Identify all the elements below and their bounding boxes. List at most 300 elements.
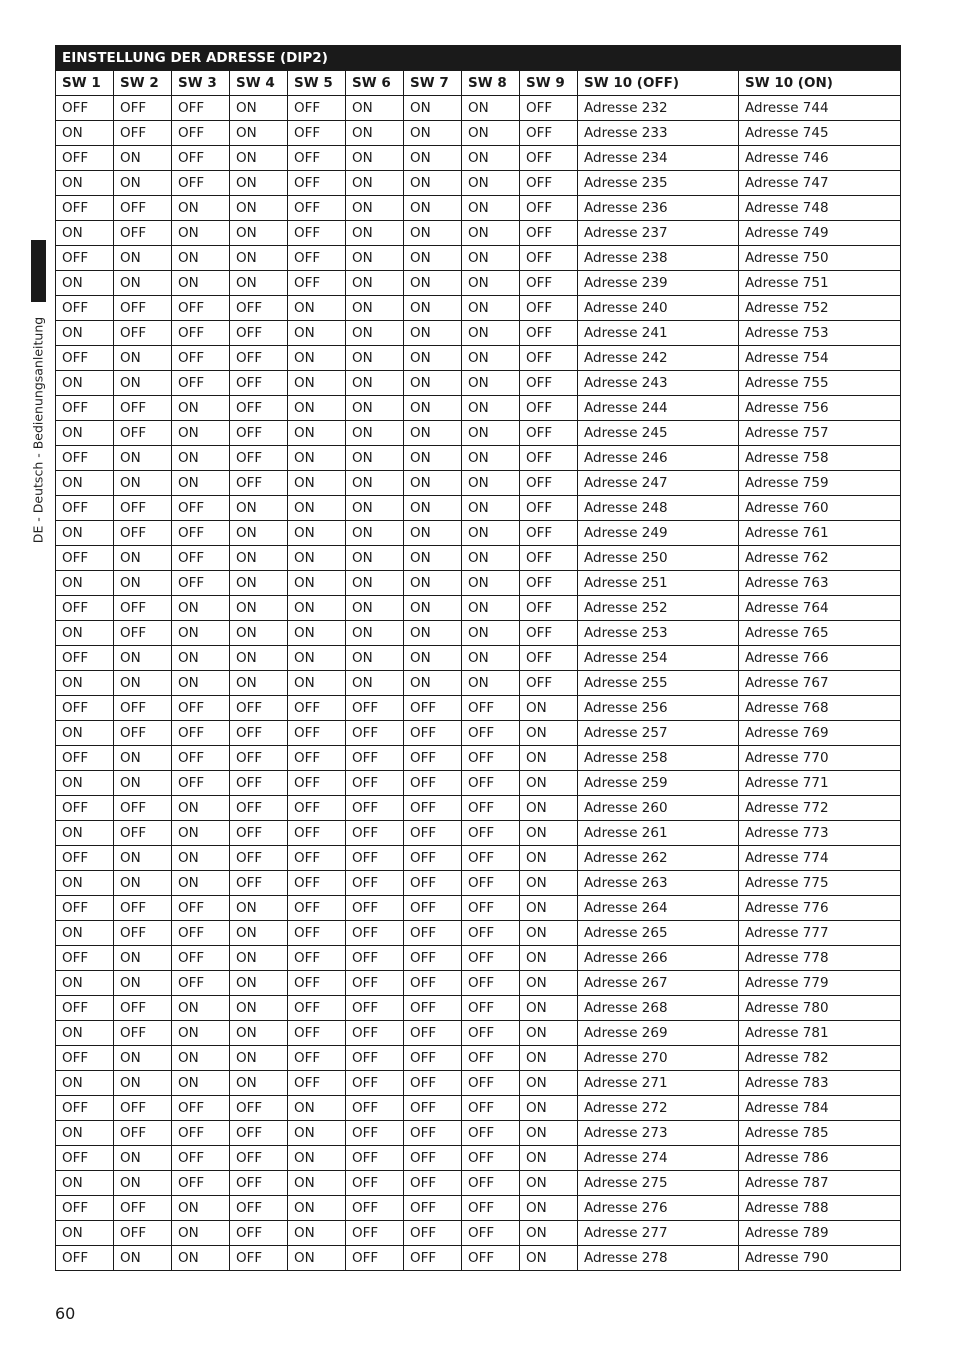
table-cell: OFF (520, 446, 578, 471)
table-cell: ON (230, 571, 288, 596)
table-cell: OFF (114, 121, 172, 146)
table-cell: Adresse 267 (578, 971, 739, 996)
table-cell: ON (346, 296, 404, 321)
table-row (56, 646, 901, 671)
table-cell: OFF (404, 1221, 462, 1246)
table-cell: OFF (114, 796, 172, 821)
table-cell: OFF (114, 996, 172, 1021)
table-cell: Adresse 761 (739, 521, 901, 546)
table-cell: OFF (520, 371, 578, 396)
table-cell: OFF (404, 1196, 462, 1221)
table-cell: OFF (172, 696, 230, 721)
table-cell: ON (172, 1246, 230, 1271)
table-cell: Adresse 754 (739, 346, 901, 371)
table-row (56, 371, 901, 396)
table-cell: OFF (172, 921, 230, 946)
column-header: SW 5 (288, 71, 346, 96)
table-cell: Adresse 268 (578, 996, 739, 1021)
table-cell: ON (56, 571, 114, 596)
table-cell: Adresse 270 (578, 1046, 739, 1071)
table-cell: ON (114, 771, 172, 796)
table-cell: OFF (346, 971, 404, 996)
table-cell: ON (56, 1221, 114, 1246)
table-cell: ON (520, 1046, 578, 1071)
table-cell: OFF (346, 921, 404, 946)
table-cell: Adresse 269 (578, 1021, 739, 1046)
table-row (56, 396, 901, 421)
table-cell: OFF (520, 196, 578, 221)
table-cell: Adresse 246 (578, 446, 739, 471)
table-cell: Adresse 751 (739, 271, 901, 296)
table-cell: ON (346, 221, 404, 246)
table-cell: OFF (288, 996, 346, 1021)
table-cell: ON (56, 971, 114, 996)
table-cell: OFF (404, 771, 462, 796)
table-cell: ON (114, 1046, 172, 1071)
table-cell: OFF (114, 821, 172, 846)
table-cell: OFF (404, 1096, 462, 1121)
table-row (56, 996, 901, 1021)
table-cell: ON (172, 396, 230, 421)
table-cell: ON (114, 1171, 172, 1196)
table-row (56, 471, 901, 496)
table-cell: OFF (114, 321, 172, 346)
table-row (56, 571, 901, 596)
table-cell: OFF (230, 721, 288, 746)
table-cell: ON (288, 546, 346, 571)
table-cell: OFF (462, 1046, 520, 1071)
table-cell: OFF (114, 621, 172, 646)
table-cell: ON (172, 821, 230, 846)
table-cell: ON (404, 146, 462, 171)
table-cell: OFF (56, 1246, 114, 1271)
table-cell: ON (462, 546, 520, 571)
table-cell: OFF (172, 96, 230, 121)
table-cell: ON (230, 996, 288, 1021)
table-cell: ON (346, 496, 404, 521)
table-cell: Adresse 781 (739, 1021, 901, 1046)
table-cell: OFF (288, 221, 346, 246)
table-row (56, 721, 901, 746)
table-cell: Adresse 753 (739, 321, 901, 346)
table-cell: ON (346, 271, 404, 296)
table-cell: Adresse 247 (578, 471, 739, 496)
table-cell: Adresse 790 (739, 1246, 901, 1271)
table-title-row (56, 46, 901, 71)
table-cell: ON (56, 821, 114, 846)
table-cell: Adresse 776 (739, 896, 901, 921)
table-cell: Adresse 232 (578, 96, 739, 121)
table-cell: OFF (520, 296, 578, 321)
table-cell: ON (520, 1146, 578, 1171)
table-cell: ON (520, 1071, 578, 1096)
table-cell: OFF (230, 446, 288, 471)
table-cell: ON (346, 521, 404, 546)
table-cell: OFF (404, 996, 462, 1021)
table-cell: OFF (56, 946, 114, 971)
table-cell: OFF (520, 596, 578, 621)
table-cell: ON (462, 571, 520, 596)
table-cell: Adresse 748 (739, 196, 901, 221)
table-cell: OFF (520, 496, 578, 521)
table-cell: Adresse 758 (739, 446, 901, 471)
table-cell: OFF (404, 1046, 462, 1071)
table-cell: OFF (462, 696, 520, 721)
table-cell: OFF (520, 671, 578, 696)
table-cell: OFF (114, 496, 172, 521)
table-cell: Adresse 260 (578, 796, 739, 821)
table-cell: ON (172, 1021, 230, 1046)
table-row (56, 421, 901, 446)
table-cell: OFF (172, 321, 230, 346)
table-cell: ON (520, 1221, 578, 1246)
table-cell: ON (346, 196, 404, 221)
table-cell: OFF (114, 896, 172, 921)
table-cell: OFF (520, 246, 578, 271)
table-cell: ON (288, 1121, 346, 1146)
table-cell: ON (172, 1196, 230, 1221)
table-cell: OFF (172, 1171, 230, 1196)
table-cell: OFF (404, 1121, 462, 1146)
table-cell: OFF (462, 1146, 520, 1171)
table-cell: OFF (520, 521, 578, 546)
table-cell: OFF (520, 221, 578, 246)
table-cell: Adresse 773 (739, 821, 901, 846)
table-cell: ON (230, 1046, 288, 1071)
table-row (56, 771, 901, 796)
table-cell: OFF (346, 1096, 404, 1121)
table-cell: ON (172, 421, 230, 446)
table-cell: Adresse 787 (739, 1171, 901, 1196)
table-cell: OFF (288, 721, 346, 746)
table-cell: OFF (520, 471, 578, 496)
table-cell: OFF (346, 746, 404, 771)
table-cell: OFF (346, 1021, 404, 1046)
table-cell: OFF (56, 346, 114, 371)
table-cell: ON (172, 796, 230, 821)
table-cell: OFF (346, 871, 404, 896)
table-cell: OFF (56, 446, 114, 471)
table-cell: ON (56, 671, 114, 696)
table-cell: OFF (230, 1171, 288, 1196)
table-cell: ON (404, 496, 462, 521)
table-cell: ON (172, 846, 230, 871)
table-cell: OFF (230, 871, 288, 896)
table-cell: ON (520, 921, 578, 946)
table-cell: Adresse 236 (578, 196, 739, 221)
table-cell: OFF (56, 246, 114, 271)
table-cell: OFF (404, 746, 462, 771)
table-cell: ON (346, 171, 404, 196)
table-cell: OFF (520, 96, 578, 121)
table-cell: ON (56, 771, 114, 796)
table-cell: ON (462, 221, 520, 246)
table-cell: ON (346, 596, 404, 621)
table-cell: Adresse 257 (578, 721, 739, 746)
table-cell: ON (462, 271, 520, 296)
table-cell: Adresse 259 (578, 771, 739, 796)
table-row (56, 196, 901, 221)
table-cell: OFF (346, 771, 404, 796)
table-cell: Adresse 764 (739, 596, 901, 621)
table-cell: Adresse 264 (578, 896, 739, 921)
table-cell: ON (288, 521, 346, 546)
column-header: SW 6 (346, 71, 404, 96)
table-row (56, 671, 901, 696)
table-cell: ON (114, 946, 172, 971)
table-cell: Adresse 778 (739, 946, 901, 971)
table-cell: OFF (404, 846, 462, 871)
table-cell: OFF (520, 546, 578, 571)
table-cell: ON (404, 96, 462, 121)
table-cell: Adresse 274 (578, 1146, 739, 1171)
table-cell: OFF (462, 721, 520, 746)
table-cell: OFF (114, 596, 172, 621)
table-cell: Adresse 779 (739, 971, 901, 996)
table-cell: ON (230, 121, 288, 146)
table-cell: ON (56, 371, 114, 396)
table-cell: Adresse 749 (739, 221, 901, 246)
table-row (56, 1196, 901, 1221)
table-cell: ON (404, 621, 462, 646)
table-cell: OFF (346, 1071, 404, 1096)
table-cell: ON (520, 1021, 578, 1046)
table-cell: ON (172, 471, 230, 496)
table-cell: OFF (172, 896, 230, 921)
table-cell: Adresse 273 (578, 1121, 739, 1146)
table-cell: ON (520, 996, 578, 1021)
table-cell: ON (56, 171, 114, 196)
table-row (56, 1246, 901, 1271)
table-cell: Adresse 276 (578, 1196, 739, 1221)
table-cell: OFF (172, 1121, 230, 1146)
table-cell: OFF (462, 946, 520, 971)
table-cell: OFF (520, 271, 578, 296)
table-cell: Adresse 762 (739, 546, 901, 571)
table-header-row (56, 71, 901, 96)
table-cell: OFF (172, 746, 230, 771)
table-cell: Adresse 771 (739, 771, 901, 796)
table-cell: OFF (404, 871, 462, 896)
table-cell: ON (346, 621, 404, 646)
table-cell: ON (462, 521, 520, 546)
table-cell: ON (462, 671, 520, 696)
table-cell: OFF (346, 1121, 404, 1146)
table-cell: OFF (56, 1096, 114, 1121)
table-cell: ON (230, 196, 288, 221)
table-cell: Adresse 766 (739, 646, 901, 671)
table-cell: Adresse 258 (578, 746, 739, 771)
table-cell: ON (288, 446, 346, 471)
table-cell: ON (172, 596, 230, 621)
table-cell: ON (172, 246, 230, 271)
table-cell: OFF (288, 96, 346, 121)
table-cell: OFF (462, 1196, 520, 1221)
table-cell: ON (462, 496, 520, 521)
dip-address-table (55, 45, 901, 1271)
table-cell: OFF (404, 821, 462, 846)
table-row (56, 896, 901, 921)
table-cell: OFF (172, 771, 230, 796)
table-cell: Adresse 755 (739, 371, 901, 396)
table-cell: ON (114, 646, 172, 671)
table-cell: ON (172, 671, 230, 696)
table-cell: ON (114, 871, 172, 896)
table-cell: ON (404, 296, 462, 321)
table-cell: ON (346, 96, 404, 121)
table-cell: ON (288, 321, 346, 346)
table-cell: ON (230, 896, 288, 921)
table-cell: OFF (520, 321, 578, 346)
table-cell: Adresse 262 (578, 846, 739, 871)
column-header: SW 7 (404, 71, 462, 96)
table-cell: ON (288, 596, 346, 621)
table-cell: OFF (114, 421, 172, 446)
table-cell: ON (288, 496, 346, 521)
table-cell: OFF (288, 146, 346, 171)
table-cell: Adresse 250 (578, 546, 739, 571)
table-cell: Adresse 770 (739, 746, 901, 771)
table-cell: OFF (404, 946, 462, 971)
table-cell: OFF (56, 396, 114, 421)
table-row (56, 446, 901, 471)
table-cell: OFF (462, 746, 520, 771)
table-cell: ON (114, 271, 172, 296)
table-cell: ON (230, 596, 288, 621)
table-cell: OFF (172, 146, 230, 171)
table-cell: OFF (230, 296, 288, 321)
table-cell: Adresse 242 (578, 346, 739, 371)
table-cell: ON (462, 121, 520, 146)
table-cell: OFF (404, 971, 462, 996)
page-number: 60 (55, 1304, 76, 1323)
table-row (56, 596, 901, 621)
table-cell: OFF (462, 1071, 520, 1096)
column-header: SW 10 (ON) (739, 71, 901, 96)
table-cell: OFF (114, 221, 172, 246)
table-row (56, 946, 901, 971)
table-cell: Adresse 265 (578, 921, 739, 946)
table-cell: Adresse 783 (739, 1071, 901, 1096)
table-cell: ON (404, 596, 462, 621)
table-cell: OFF (288, 696, 346, 721)
table-cell: OFF (346, 721, 404, 746)
table-cell: OFF (462, 1221, 520, 1246)
table-body (56, 96, 901, 1271)
table-cell: OFF (462, 996, 520, 1021)
table-cell: OFF (520, 396, 578, 421)
table-cell: ON (56, 1071, 114, 1096)
table-cell: ON (288, 371, 346, 396)
table-cell: OFF (56, 546, 114, 571)
table-cell: OFF (288, 771, 346, 796)
table-cell: ON (462, 596, 520, 621)
table-title: EINSTELLUNG DER ADRESSE (DIP2) (56, 46, 901, 71)
table-cell: OFF (114, 1196, 172, 1221)
table-cell: ON (520, 721, 578, 746)
table-row (56, 1046, 901, 1071)
table-cell: Adresse 782 (739, 1046, 901, 1071)
table-cell: OFF (56, 146, 114, 171)
table-cell: ON (288, 621, 346, 646)
table-cell: Adresse 248 (578, 496, 739, 521)
table-cell: OFF (288, 896, 346, 921)
table-cell: OFF (172, 171, 230, 196)
table-cell: OFF (288, 246, 346, 271)
table-cell: OFF (404, 796, 462, 821)
table-cell: OFF (346, 1146, 404, 1171)
table-row (56, 846, 901, 871)
table-cell: OFF (172, 296, 230, 321)
table-cell: ON (288, 421, 346, 446)
table-cell: ON (288, 1246, 346, 1271)
table-cell: OFF (288, 921, 346, 946)
table-cell: Adresse 784 (739, 1096, 901, 1121)
table-cell: ON (288, 1146, 346, 1171)
table-cell: OFF (114, 1096, 172, 1121)
table-cell: ON (404, 121, 462, 146)
table-cell: ON (230, 246, 288, 271)
table-cell: ON (172, 621, 230, 646)
table-cell: ON (404, 671, 462, 696)
table-cell: ON (520, 771, 578, 796)
table-cell: ON (288, 396, 346, 421)
table-cell: ON (288, 346, 346, 371)
table-cell: ON (462, 421, 520, 446)
table-cell: ON (520, 796, 578, 821)
table-row (56, 746, 901, 771)
table-cell: ON (230, 1071, 288, 1096)
table-cell: Adresse 788 (739, 1196, 901, 1221)
table-cell: ON (56, 521, 114, 546)
table-cell: OFF (172, 721, 230, 746)
table-cell: ON (520, 1196, 578, 1221)
table-cell: OFF (346, 896, 404, 921)
table-cell: OFF (114, 296, 172, 321)
table-row (56, 796, 901, 821)
table-cell: OFF (56, 596, 114, 621)
table-cell: OFF (462, 1096, 520, 1121)
table-cell: ON (230, 671, 288, 696)
table-cell: Adresse 756 (739, 396, 901, 421)
table-cell: OFF (114, 396, 172, 421)
table-cell: OFF (404, 896, 462, 921)
column-header: SW 10 (OFF) (578, 71, 739, 96)
table-cell: OFF (462, 896, 520, 921)
table-cell: ON (404, 321, 462, 346)
table-row (56, 296, 901, 321)
table-row (56, 696, 901, 721)
table-cell: Adresse 785 (739, 1121, 901, 1146)
table-cell: Adresse 254 (578, 646, 739, 671)
table-cell: OFF (520, 646, 578, 671)
table-cell: ON (404, 446, 462, 471)
table-cell: ON (346, 371, 404, 396)
table-cell: ON (56, 871, 114, 896)
table-cell: OFF (172, 1096, 230, 1121)
table-cell: ON (56, 121, 114, 146)
table-cell: Adresse 272 (578, 1096, 739, 1121)
table-cell: ON (230, 646, 288, 671)
table-cell: ON (114, 1246, 172, 1271)
table-cell: ON (172, 1071, 230, 1096)
table-cell: OFF (230, 1221, 288, 1246)
table-cell: ON (346, 346, 404, 371)
table-cell: ON (462, 396, 520, 421)
table-cell: ON (404, 246, 462, 271)
table-cell: ON (346, 646, 404, 671)
table-cell: Adresse 772 (739, 796, 901, 821)
